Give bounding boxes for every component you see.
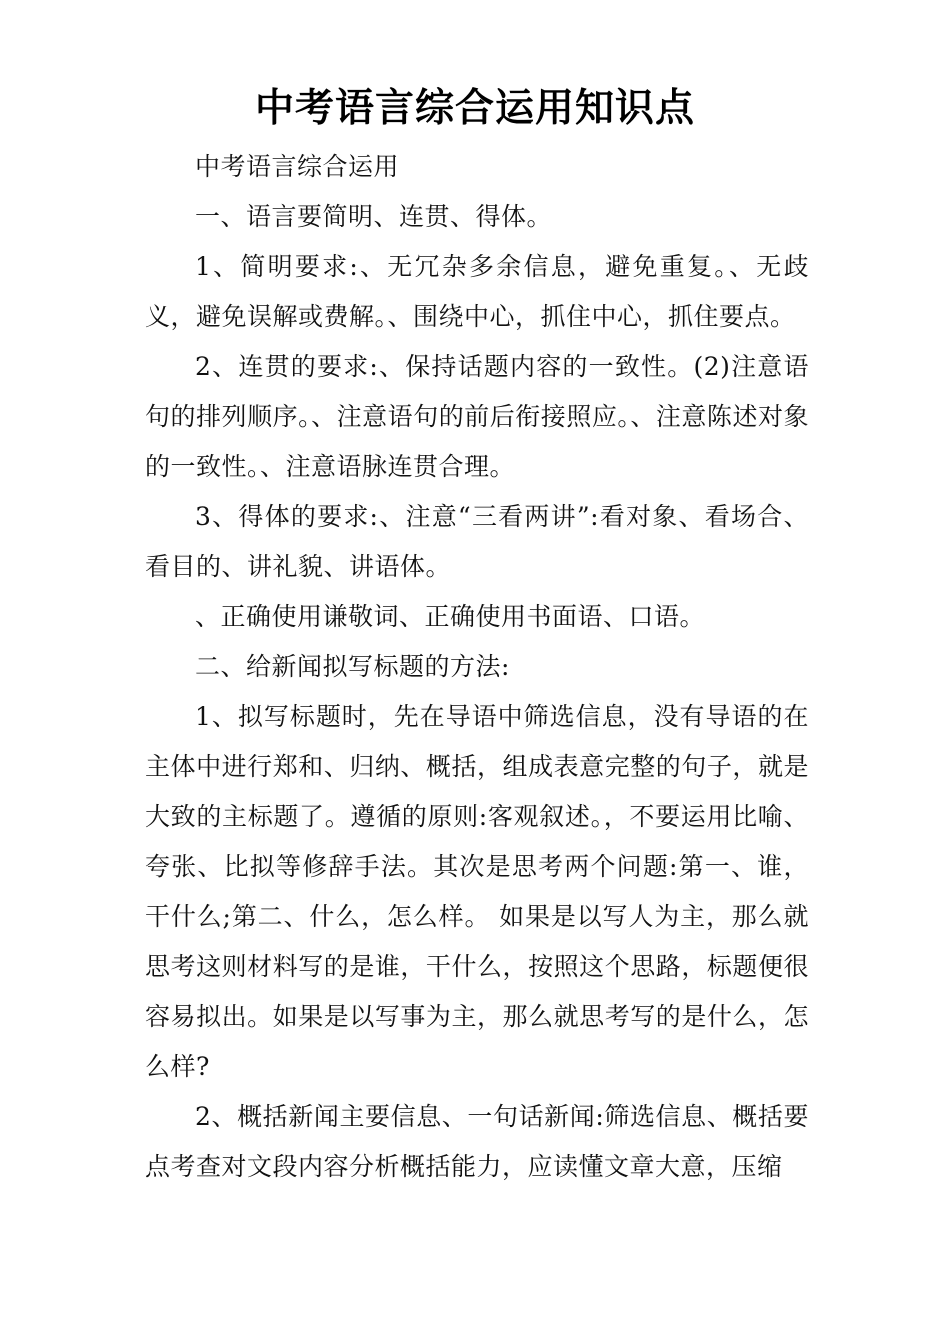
paragraph-section-one-heading: 一、语言要简明、连贯、得体。 [195, 202, 553, 231]
document-body [145, 142, 809, 1192]
paragraph-news-summary: 2、概括新闻主要信息、一句话新闻:筛选信息、概括要点考查对文段内容分析概括能力，应读懂文章大意，压缩 [145, 1102, 809, 1181]
paragraph-appropriateness-requirements: 3、得体的要求:、注意“三看两讲”:看对象、看场合、看目的、讲礼貌、讲语体。 [145, 502, 809, 581]
paragraph-headline-method: 1、拟写标题时，先在导语中筛选信息，没有导语的在主体中进行郑和、归纳、概括，组成表意完整的句子，就是大致的主标题了。遵循的原则:客观叙述。，不要运用比喻、夸张、比拟等修辞手法。其次是思考两个问题:第一、谁，干什么;第二、什么，怎么样。 如果是以写人为主，那么就思考这则材料写的是谁，干什么，按照这个思路，标题便很容易拟出。如果是以写事为主，那么就思考写的是什么，怎么样? [145, 702, 809, 1081]
paragraph-subtitle: 中考语言综合运用 [195, 152, 400, 181]
paragraph-concise-requirements: 1、简明要求:、无冗杂多余信息，避免重复。、无歧义，避免误解或费解。、围绕中心，抓住中心，抓住要点。 [145, 252, 809, 331]
document-title: 中考语言综合运用知识点 [254, 85, 695, 131]
paragraph-coherence-requirements: 2、连贯的要求:、保持话题内容的一致性。(2)注意语句的排列顺序。、注意语句的前后衔接照应。、注意陈述对象的一致性。、注意语脉连贯合理。 [145, 352, 809, 481]
paragraph-polite-language: 、正确使用谦敬词、正确使用书面语、口语。 [195, 602, 706, 631]
paragraph-section-two-heading: 二、给新闻拟写标题的方法: [195, 652, 510, 681]
